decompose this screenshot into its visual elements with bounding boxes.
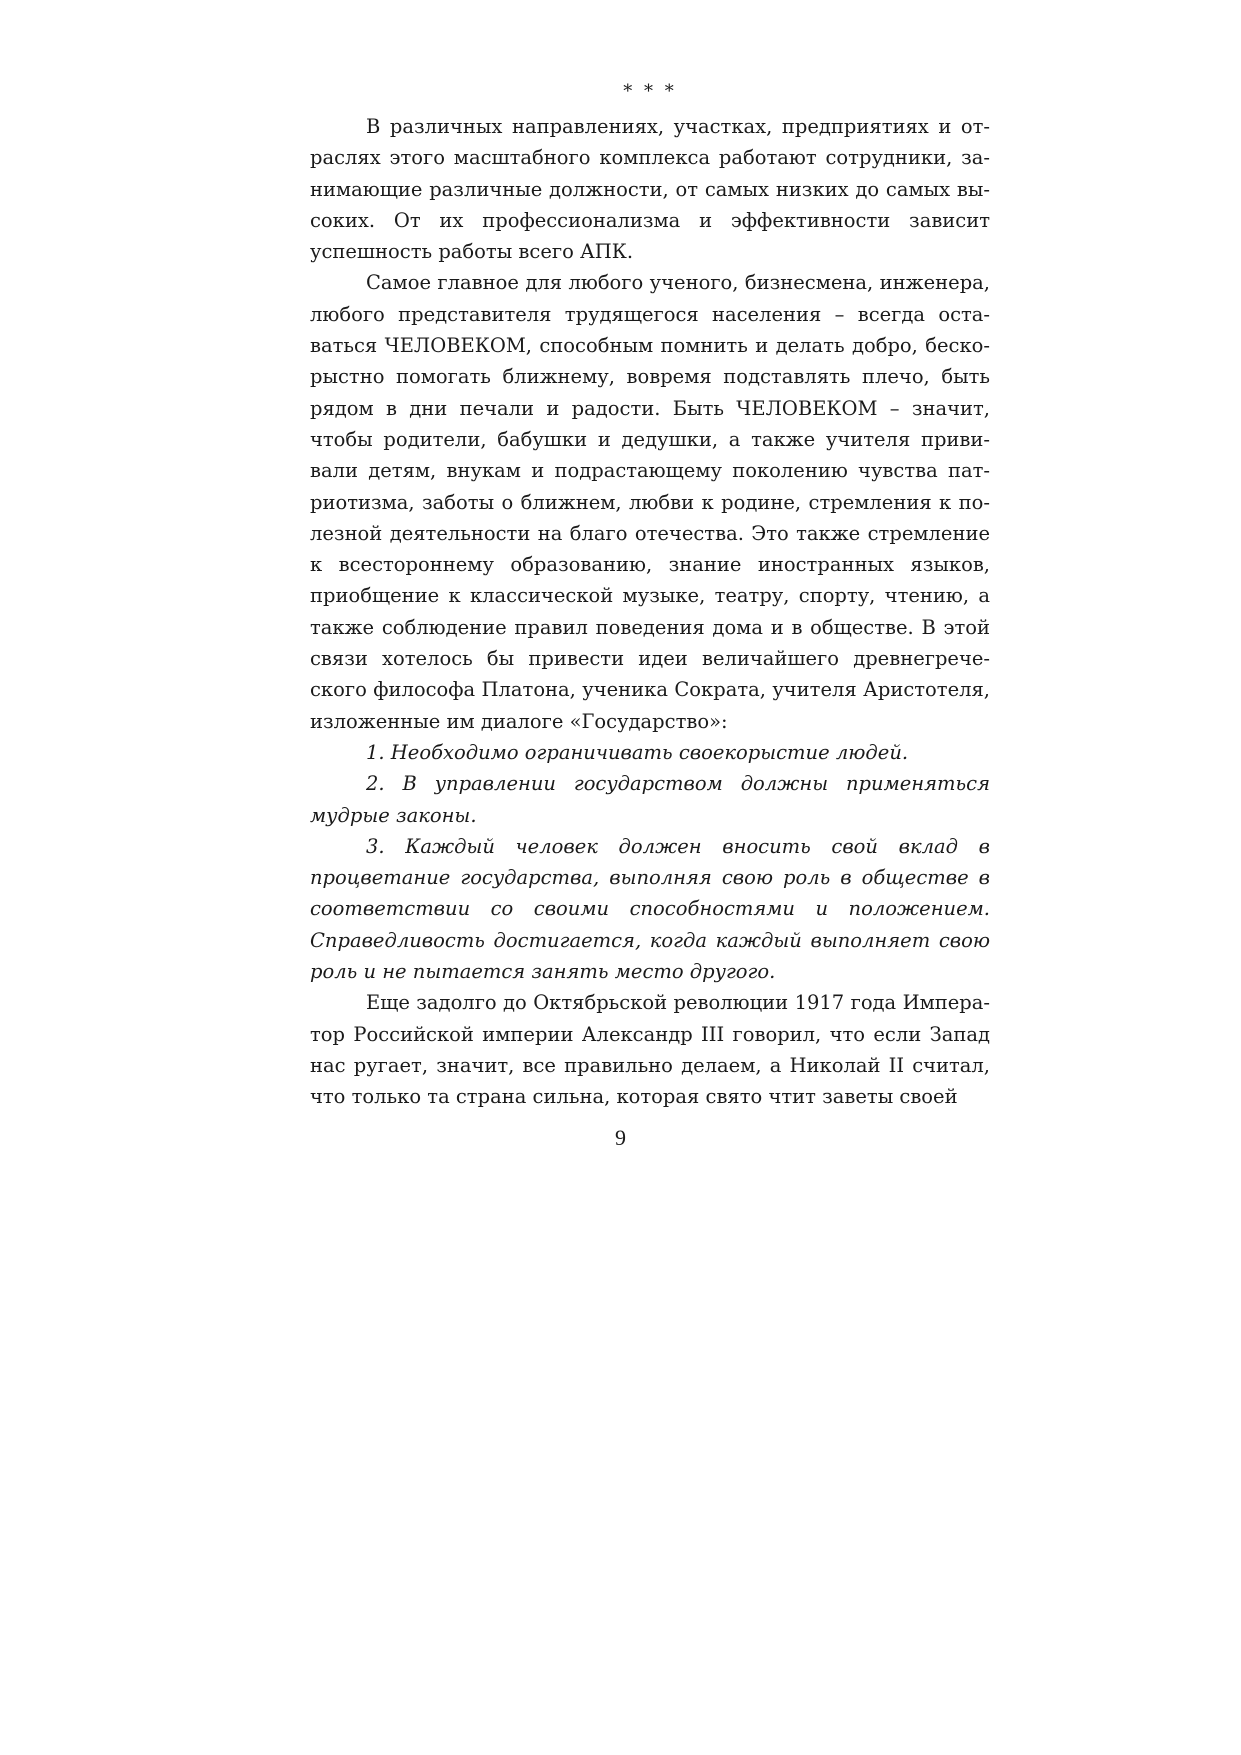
section-separator: * * * xyxy=(623,81,677,102)
plato-idea-2: 2. В управлении государством должны применяться мудрые законы. xyxy=(310,772,990,827)
paragraph-apk-staff: В различных направлениях, участках, предприятиях и отраслях этого масштабного комплекса работают сотрудники, занимающие различные должности, от самых низких до самых высоких. От их профессионализма и эффективности зависит успешность работы всего АПК. xyxy=(310,115,990,264)
paragraph-emperors: Еще задолго до Октябрьской революции 1917 года Император Российской империи Александр III говорил, что если Запад нас ругает, значит, все правильно делаем, а Николай II считал, что только та страна сильна, которая свято чтит заветы своей xyxy=(310,991,990,1109)
plato-idea-3: 3. Каждый человек должен вносить свой вклад в процветание государства, выполняя свою роль в обществе в соответствии со своими способностями и положением. Справедливость достигается, когда каждый выполняет свою роль и не пытается занять место другого. xyxy=(310,834,990,984)
paragraph-being-human: Самое главное для любого ученого, бизнесмена, инженера, любого представителя трудящегося населения – всегда оставаться ЧЕЛОВЕКОМ, способным помнить и делать добро, бескорыстно помогать ближнему, вовремя подставлять плечо, быть рядом в дни печали и радости. Быть ЧЕЛОВЕКОМ – значит, чтобы родители, бабушки и дедушки, а также учителя прививали детям, внукам и подрастающему поколению чувства патриотизма, заботы о ближнем, любви к родине, стремления к полезной деятельности на благо отечества. Это также стремление к всестороннему образованию, знание иностранных языков, приобщение к классической музыке, театру, спорту, чтению, а также соблюдение правил поведения дома и в обществе. В этой связи хотелось бы привести идеи величайшего древнегреческого философа Платона, ученика Сократа, учителя Аристотеля, изложенные им диалоге «Государство»: xyxy=(310,271,990,733)
page-number: 9 xyxy=(615,1125,626,1150)
page-text-block xyxy=(310,80,990,1113)
plato-idea-1: 1. Необходимо ограничивать своекорыстие людей. xyxy=(366,740,909,764)
